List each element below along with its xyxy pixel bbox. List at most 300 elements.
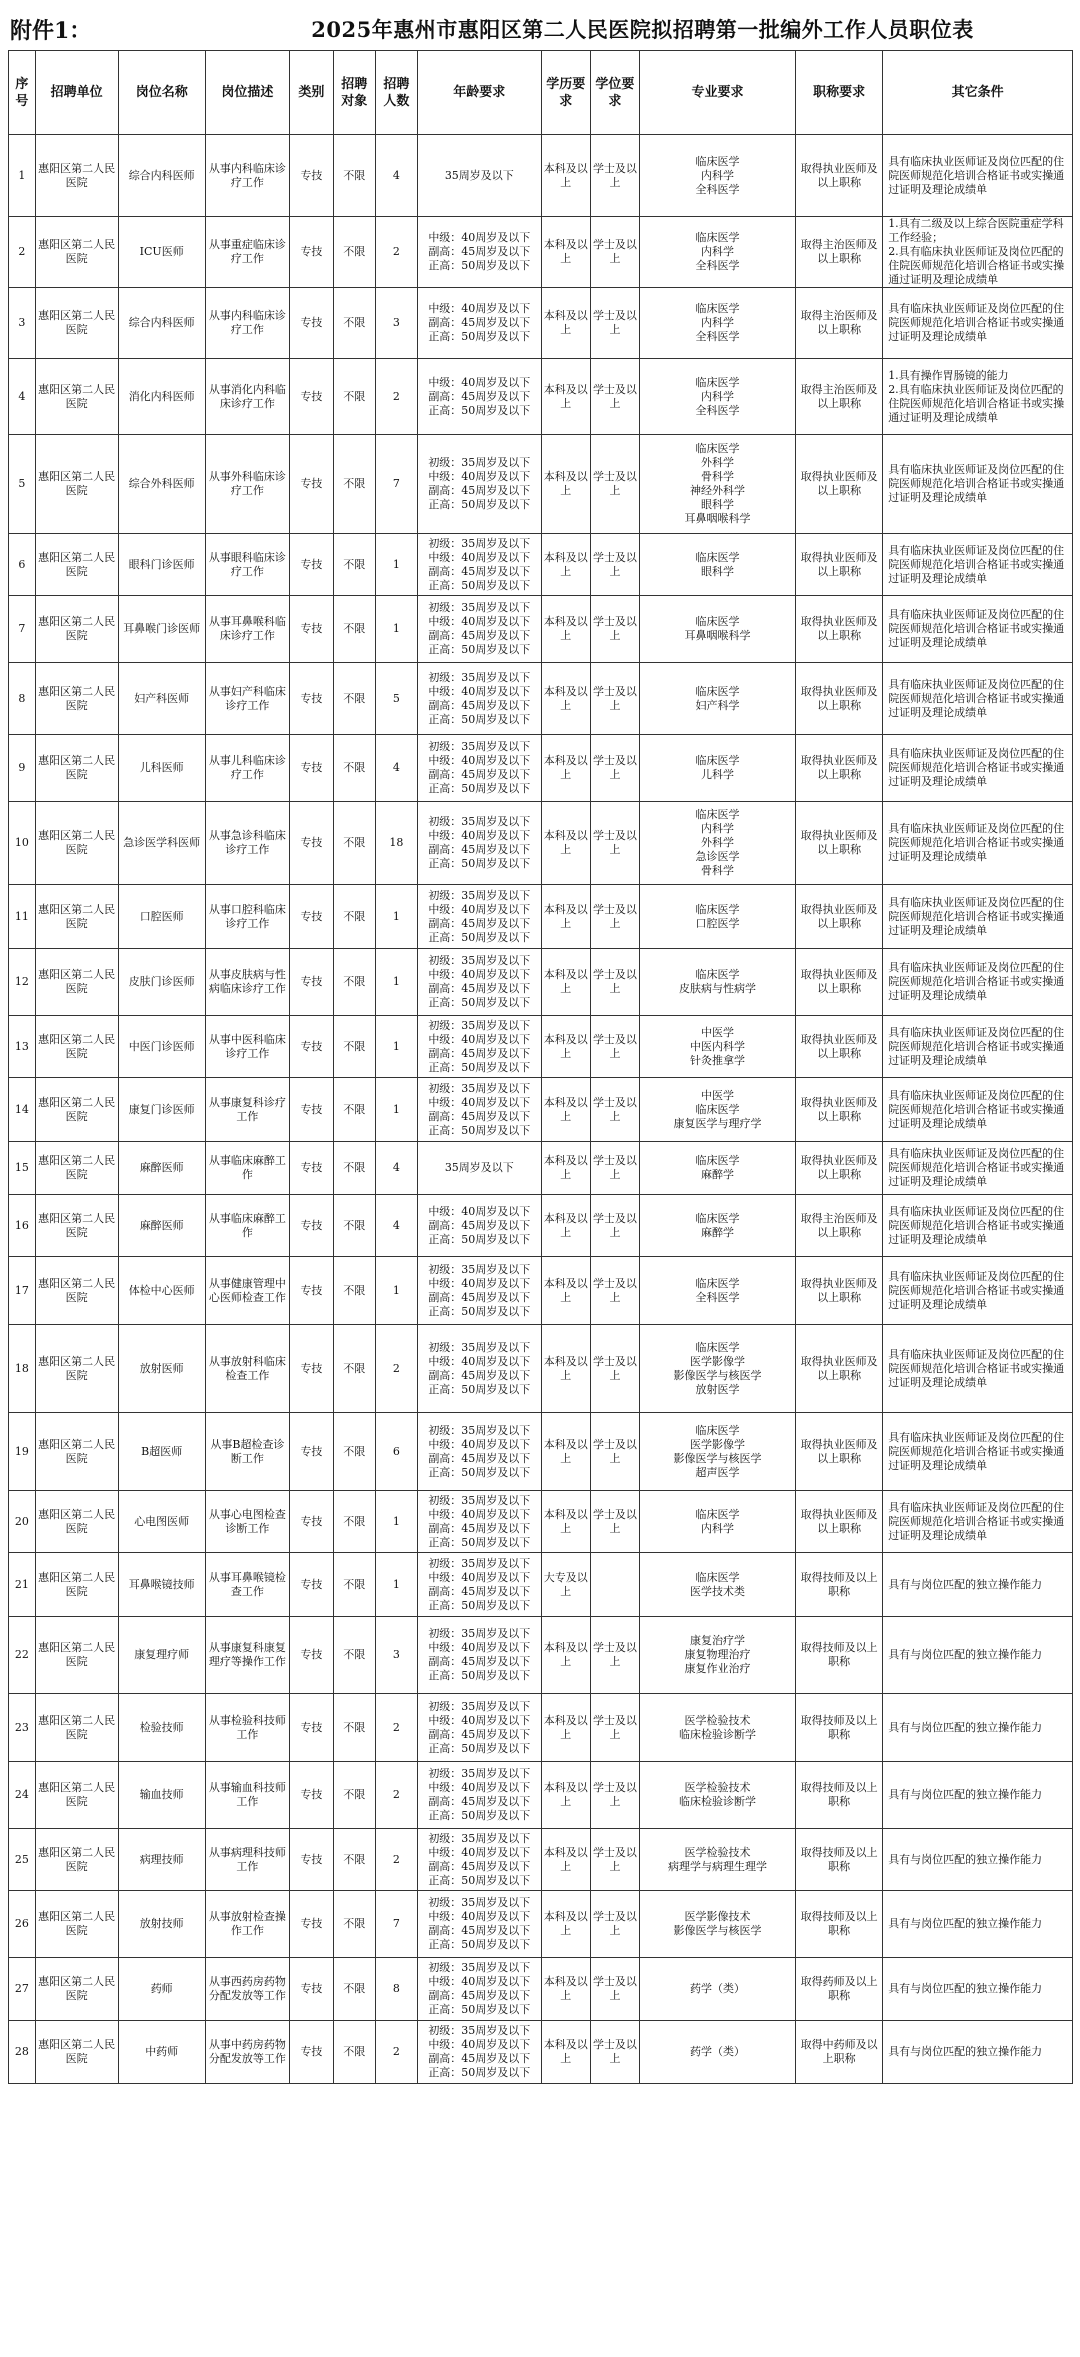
row-title-cell: 取得技师及以上职称 (796, 1829, 883, 1891)
row-desc-cell: 从事病理科技师工作 (205, 1829, 289, 1891)
row-category-cell: 专技 (290, 1553, 334, 1617)
row-unit-cell: 惠阳区第二人民医院 (35, 288, 118, 359)
row-desc-cell: 从事皮肤病与性病临床诊疗工作 (205, 949, 289, 1016)
table-row (9, 1762, 1073, 1829)
row-education-cell: 本科及以上 (541, 735, 590, 802)
row-unit-cell: 惠阳区第二人民医院 (35, 1413, 118, 1491)
row-count-cell: 4 (375, 135, 417, 217)
row-title-cell: 取得主治医师及以上职称 (796, 288, 883, 359)
row-other-cell: 具有与岗位匹配的独立操作能力 (883, 2021, 1073, 2084)
row-major-cell: 临床医学 内科学 全科医学 (640, 217, 796, 288)
row-title-cell: 取得执业医师及以上职称 (796, 596, 883, 663)
row-education-cell: 本科及以上 (541, 885, 590, 949)
row-unit-cell: 惠阳区第二人民医院 (35, 949, 118, 1016)
row-category-cell: 专技 (290, 1142, 334, 1195)
row-no-cell: 21 (9, 1553, 36, 1617)
row-title-cell: 取得执业医师及以上职称 (796, 949, 883, 1016)
row-other-cell: 具有临床执业医师证及岗位匹配的住院医师规范化培训合格证书或实操通过证明及理论成绩单 (883, 1195, 1073, 1257)
header-cell-post: 岗位名称 (118, 51, 205, 135)
row-degree-cell: 学士及以上 (590, 1491, 639, 1553)
row-degree-cell: 学士及以上 (590, 1142, 639, 1195)
row-degree-cell: 学士及以上 (590, 1413, 639, 1491)
row-age-cell: 初级：35周岁及以下 中级：40周岁及以下 副高：45周岁及以下 正高：50周岁及以下 (417, 1553, 541, 1617)
row-desc-cell: 从事放射科临床检查工作 (205, 1325, 289, 1413)
row-major-cell: 临床医学 内科学 全科医学 (640, 359, 796, 435)
row-category-cell: 专技 (290, 1891, 334, 1958)
row-age-cell: 初级：35周岁及以下 中级：40周岁及以下 副高：45周岁及以下 正高：50周岁及以下 (417, 802, 541, 885)
row-no-cell: 18 (9, 1325, 36, 1413)
table-row (9, 949, 1073, 1016)
row-other-cell: 具有临床执业医师证及岗位匹配的住院医师规范化培训合格证书或实操通过证明及理论成绩单 (883, 1257, 1073, 1325)
row-title-cell: 取得执业医师及以上职称 (796, 435, 883, 534)
row-unit-cell: 惠阳区第二人民医院 (35, 1078, 118, 1142)
row-post-cell: 消化内科医师 (118, 359, 205, 435)
row-target-cell: 不限 (333, 1257, 375, 1325)
row-post-cell: 眼科门诊医师 (118, 534, 205, 596)
row-unit-cell: 惠阳区第二人民医院 (35, 885, 118, 949)
row-major-cell: 临床医学 医学技术类 (640, 1553, 796, 1617)
row-age-cell: 初级：35周岁及以下 中级：40周岁及以下 副高：45周岁及以下 正高：50周岁及以下 (417, 1762, 541, 1829)
row-post-cell: 康复理疗师 (118, 1617, 205, 1694)
row-count-cell: 7 (375, 1891, 417, 1958)
row-degree-cell: 学士及以上 (590, 663, 639, 735)
row-title-cell: 取得技师及以上职称 (796, 1553, 883, 1617)
row-other-cell: 具有临床执业医师证及岗位匹配的住院医师规范化培训合格证书或实操通过证明及理论成绩单 (883, 802, 1073, 885)
row-target-cell: 不限 (333, 1325, 375, 1413)
row-no-cell: 1 (9, 135, 36, 217)
row-title-cell: 取得技师及以上职称 (796, 1762, 883, 1829)
row-title-cell: 取得执业医师及以上职称 (796, 1413, 883, 1491)
row-degree-cell: 学士及以上 (590, 1762, 639, 1829)
row-desc-cell: 从事儿科临床诊疗工作 (205, 735, 289, 802)
row-count-cell: 2 (375, 217, 417, 288)
row-degree-cell: 学士及以上 (590, 1617, 639, 1694)
row-category-cell: 专技 (290, 1016, 334, 1078)
row-post-cell: 药师 (118, 1958, 205, 2021)
row-desc-cell: 从事输血科技师工作 (205, 1762, 289, 1829)
row-title-cell: 取得执业医师及以上职称 (796, 135, 883, 217)
row-target-cell: 不限 (333, 1142, 375, 1195)
row-category-cell: 专技 (290, 949, 334, 1016)
row-category-cell: 专技 (290, 359, 334, 435)
position-table (8, 50, 1073, 2084)
row-unit-cell: 惠阳区第二人民医院 (35, 1762, 118, 1829)
row-count-cell: 18 (375, 802, 417, 885)
row-unit-cell: 惠阳区第二人民医院 (35, 1891, 118, 1958)
row-age-cell: 初级：35周岁及以下 中级：40周岁及以下 副高：45周岁及以下 正高：50周岁及以下 (417, 1078, 541, 1142)
row-category-cell: 专技 (290, 1617, 334, 1694)
row-education-cell: 本科及以上 (541, 1491, 590, 1553)
row-title-cell: 取得执业医师及以上职称 (796, 1257, 883, 1325)
row-other-cell: 具有临床执业医师证及岗位匹配的住院医师规范化培训合格证书或实操通过证明及理论成绩单 (883, 534, 1073, 596)
row-education-cell: 本科及以上 (541, 534, 590, 596)
header-cell-other: 其它条件 (883, 51, 1073, 135)
row-target-cell: 不限 (333, 802, 375, 885)
row-no-cell: 15 (9, 1142, 36, 1195)
row-degree-cell: 学士及以上 (590, 1195, 639, 1257)
row-no-cell: 23 (9, 1694, 36, 1762)
row-degree-cell: 学士及以上 (590, 885, 639, 949)
row-age-cell: 初级：35周岁及以下 中级：40周岁及以下 副高：45周岁及以下 正高：50周岁及以下 (417, 1413, 541, 1491)
row-degree-cell (590, 1553, 639, 1617)
row-unit-cell: 惠阳区第二人民医院 (35, 2021, 118, 2084)
row-count-cell: 4 (375, 1195, 417, 1257)
table-row (9, 2021, 1073, 2084)
table-row (9, 1829, 1073, 1891)
row-post-cell: 输血技师 (118, 1762, 205, 1829)
row-post-cell: 心电图医师 (118, 1491, 205, 1553)
row-education-cell: 本科及以上 (541, 1829, 590, 1891)
row-target-cell: 不限 (333, 1829, 375, 1891)
row-other-cell: 1.具有二级及以上综合医院重症学科工作经验； 2.具有临床执业医师证及岗位匹配的住院医师规范化培训合格证书或实操通过证明及理论成绩单 (883, 217, 1073, 288)
row-education-cell: 本科及以上 (541, 663, 590, 735)
row-category-cell: 专技 (290, 885, 334, 949)
row-unit-cell: 惠阳区第二人民医院 (35, 1617, 118, 1694)
table-row (9, 1694, 1073, 1762)
row-unit-cell: 惠阳区第二人民医院 (35, 1958, 118, 2021)
row-education-cell: 本科及以上 (541, 288, 590, 359)
row-post-cell: B超医师 (118, 1413, 205, 1491)
row-education-cell: 本科及以上 (541, 1257, 590, 1325)
row-count-cell: 6 (375, 1413, 417, 1491)
row-desc-cell: 从事消化内科临床诊疗工作 (205, 359, 289, 435)
header-cell-age: 年龄要求 (417, 51, 541, 135)
row-age-cell: 初级：35周岁及以下 中级：40周岁及以下 副高：45周岁及以下 正高：50周岁及以下 (417, 1958, 541, 2021)
table-row (9, 1617, 1073, 1694)
table-row (9, 217, 1073, 288)
table-row (9, 1891, 1073, 1958)
table-row (9, 802, 1073, 885)
row-title-cell: 取得执业医师及以上职称 (796, 1325, 883, 1413)
row-degree-cell: 学士及以上 (590, 949, 639, 1016)
table-row (9, 1413, 1073, 1491)
row-post-cell: 综合内科医师 (118, 135, 205, 217)
row-education-cell: 本科及以上 (541, 802, 590, 885)
row-desc-cell: 从事临床麻醉工作 (205, 1195, 289, 1257)
row-count-cell: 8 (375, 1958, 417, 2021)
row-count-cell: 2 (375, 1325, 417, 1413)
row-other-cell: 具有临床执业医师证及岗位匹配的住院医师规范化培训合格证书或实操通过证明及理论成绩单 (883, 1016, 1073, 1078)
row-desc-cell: 从事检验科技师工作 (205, 1694, 289, 1762)
row-no-cell: 19 (9, 1413, 36, 1491)
row-count-cell: 5 (375, 663, 417, 735)
row-unit-cell: 惠阳区第二人民医院 (35, 1195, 118, 1257)
row-other-cell: 具有临床执业医师证及岗位匹配的住院医师规范化培训合格证书或实操通过证明及理论成绩单 (883, 596, 1073, 663)
row-degree-cell: 学士及以上 (590, 435, 639, 534)
row-unit-cell: 惠阳区第二人民医院 (35, 1016, 118, 1078)
row-degree-cell: 学士及以上 (590, 2021, 639, 2084)
row-degree-cell: 学士及以上 (590, 534, 639, 596)
row-title-cell: 取得执业医师及以上职称 (796, 1491, 883, 1553)
row-other-cell: 具有临床执业医师证及岗位匹配的住院医师规范化培训合格证书或实操通过证明及理论成绩单 (883, 885, 1073, 949)
row-post-cell: 麻醉医师 (118, 1195, 205, 1257)
header-cell-desc: 岗位描述 (205, 51, 289, 135)
row-count-cell: 1 (375, 1257, 417, 1325)
row-target-cell: 不限 (333, 663, 375, 735)
row-major-cell: 医学检验技术 临床检验诊断学 (640, 1694, 796, 1762)
table-row (9, 596, 1073, 663)
table-row (9, 885, 1073, 949)
row-post-cell: 中医门诊医师 (118, 1016, 205, 1078)
table-row (9, 435, 1073, 534)
row-category-cell: 专技 (290, 217, 334, 288)
row-no-cell: 4 (9, 359, 36, 435)
row-no-cell: 17 (9, 1257, 36, 1325)
row-category-cell: 专技 (290, 1694, 334, 1762)
row-count-cell: 4 (375, 1142, 417, 1195)
table-header-row (9, 51, 1073, 135)
row-major-cell: 临床医学 内科学 全科医学 (640, 135, 796, 217)
row-target-cell: 不限 (333, 288, 375, 359)
row-desc-cell: 从事口腔科临床诊疗工作 (205, 885, 289, 949)
row-target-cell: 不限 (333, 217, 375, 288)
row-count-cell: 2 (375, 2021, 417, 2084)
row-age-cell: 初级：35周岁及以下 中级：40周岁及以下 副高：45周岁及以下 正高：50周岁及以下 (417, 1829, 541, 1891)
row-post-cell: ICU医师 (118, 217, 205, 288)
row-degree-cell: 学士及以上 (590, 596, 639, 663)
row-education-cell: 本科及以上 (541, 1078, 590, 1142)
row-post-cell: 放射技师 (118, 1891, 205, 1958)
table-row (9, 1553, 1073, 1617)
row-major-cell: 临床医学 眼科学 (640, 534, 796, 596)
row-degree-cell: 学士及以上 (590, 1016, 639, 1078)
row-age-cell: 35周岁及以下 (417, 135, 541, 217)
row-unit-cell: 惠阳区第二人民医院 (35, 596, 118, 663)
header-cell-title: 职称要求 (796, 51, 883, 135)
row-education-cell: 本科及以上 (541, 435, 590, 534)
row-no-cell: 20 (9, 1491, 36, 1553)
row-major-cell: 临床医学 麻醉学 (640, 1142, 796, 1195)
table-row (9, 288, 1073, 359)
row-degree-cell: 学士及以上 (590, 1694, 639, 1762)
row-education-cell: 本科及以上 (541, 1142, 590, 1195)
row-post-cell: 综合外科医师 (118, 435, 205, 534)
row-title-cell: 取得技师及以上职称 (796, 1617, 883, 1694)
row-desc-cell: 从事妇产科临床诊疗工作 (205, 663, 289, 735)
row-unit-cell: 惠阳区第二人民医院 (35, 1142, 118, 1195)
row-major-cell: 中医学 临床医学 康复医学与理疗学 (640, 1078, 796, 1142)
row-age-cell: 初级：35周岁及以下 中级：40周岁及以下 副高：45周岁及以下 正高：50周岁及以下 (417, 949, 541, 1016)
table-row (9, 1257, 1073, 1325)
row-unit-cell: 惠阳区第二人民医院 (35, 135, 118, 217)
row-category-cell: 专技 (290, 2021, 334, 2084)
row-category-cell: 专技 (290, 1325, 334, 1413)
row-post-cell: 体检中心医师 (118, 1257, 205, 1325)
attachment-label: 附件1： (10, 18, 92, 44)
header-cell-no: 序号 (9, 51, 36, 135)
table-row (9, 1078, 1073, 1142)
row-age-cell: 初级：35周岁及以下 中级：40周岁及以下 副高：45周岁及以下 正高：50周岁及以下 (417, 1694, 541, 1762)
table-row (9, 663, 1073, 735)
row-other-cell: 1.具有操作胃肠镜的能力 2.具有临床执业医师证及岗位匹配的住院医师规范化培训合格证书或实操通过证明及理论成绩单 (883, 359, 1073, 435)
row-desc-cell: 从事健康管理中心医师检查工作 (205, 1257, 289, 1325)
row-age-cell: 初级：35周岁及以下 中级：40周岁及以下 副高：45周岁及以下 正高：50周岁及以下 (417, 596, 541, 663)
row-major-cell: 药学（类） (640, 1958, 796, 2021)
row-count-cell: 1 (375, 534, 417, 596)
row-post-cell: 妇产科医师 (118, 663, 205, 735)
row-other-cell: 具有与岗位匹配的独立操作能力 (883, 1617, 1073, 1694)
row-age-cell: 初级：35周岁及以下 中级：40周岁及以下 副高：45周岁及以下 正高：50周岁及以下 (417, 2021, 541, 2084)
row-unit-cell: 惠阳区第二人民医院 (35, 735, 118, 802)
row-desc-cell: 从事心电图检查诊断工作 (205, 1491, 289, 1553)
row-age-cell: 初级：35周岁及以下 中级：40周岁及以下 副高：45周岁及以下 正高：50周岁及以下 (417, 885, 541, 949)
row-title-cell: 取得执业医师及以上职称 (796, 534, 883, 596)
row-post-cell: 检验技师 (118, 1694, 205, 1762)
row-desc-cell: 从事放射检查操作工作 (205, 1891, 289, 1958)
row-no-cell: 13 (9, 1016, 36, 1078)
row-target-cell: 不限 (333, 1694, 375, 1762)
row-degree-cell: 学士及以上 (590, 802, 639, 885)
row-desc-cell: 从事内科临床诊疗工作 (205, 288, 289, 359)
row-category-cell: 专技 (290, 802, 334, 885)
row-target-cell: 不限 (333, 435, 375, 534)
row-no-cell: 26 (9, 1891, 36, 1958)
row-count-cell: 4 (375, 735, 417, 802)
row-major-cell: 临床医学 耳鼻咽喉科学 (640, 596, 796, 663)
row-major-cell: 中医学 中医内科学 针灸推拿学 (640, 1016, 796, 1078)
table-body (9, 135, 1073, 2084)
table-row (9, 534, 1073, 596)
row-unit-cell: 惠阳区第二人民医院 (35, 1257, 118, 1325)
row-post-cell: 耳鼻喉门诊医师 (118, 596, 205, 663)
row-other-cell: 具有临床执业医师证及岗位匹配的住院医师规范化培训合格证书或实操通过证明及理论成绩单 (883, 135, 1073, 217)
row-target-cell: 不限 (333, 596, 375, 663)
row-no-cell: 7 (9, 596, 36, 663)
row-post-cell: 皮肤门诊医师 (118, 949, 205, 1016)
row-education-cell: 本科及以上 (541, 1325, 590, 1413)
row-desc-cell: 从事耳鼻喉镜检查工作 (205, 1553, 289, 1617)
row-no-cell: 3 (9, 288, 36, 359)
row-other-cell: 具有临床执业医师证及岗位匹配的住院医师规范化培训合格证书或实操通过证明及理论成绩单 (883, 1142, 1073, 1195)
row-other-cell: 具有与岗位匹配的独立操作能力 (883, 1762, 1073, 1829)
row-other-cell: 具有与岗位匹配的独立操作能力 (883, 1829, 1073, 1891)
row-education-cell: 本科及以上 (541, 1694, 590, 1762)
row-age-cell: 初级：35周岁及以下 中级：40周岁及以下 副高：45周岁及以下 正高：50周岁及以下 (417, 1891, 541, 1958)
row-age-cell: 初级：35周岁及以下 中级：40周岁及以下 副高：45周岁及以下 正高：50周岁及以下 (417, 735, 541, 802)
row-title-cell: 取得主治医师及以上职称 (796, 359, 883, 435)
row-age-cell: 初级：35周岁及以下 中级：40周岁及以下 副高：45周岁及以下 正高：50周岁及以下 (417, 1491, 541, 1553)
row-desc-cell: 从事中医科临床诊疗工作 (205, 1016, 289, 1078)
row-post-cell: 综合内科医师 (118, 288, 205, 359)
row-title-cell: 取得执业医师及以上职称 (796, 1078, 883, 1142)
row-title-cell: 取得执业医师及以上职称 (796, 885, 883, 949)
row-other-cell: 具有临床执业医师证及岗位匹配的住院医师规范化培训合格证书或实操通过证明及理论成绩单 (883, 288, 1073, 359)
row-post-cell: 放射医师 (118, 1325, 205, 1413)
row-major-cell: 康复治疗学 康复物理治疗 康复作业治疗 (640, 1617, 796, 1694)
row-target-cell: 不限 (333, 1491, 375, 1553)
row-target-cell: 不限 (333, 885, 375, 949)
row-unit-cell: 惠阳区第二人民医院 (35, 663, 118, 735)
row-education-cell: 大专及以上 (541, 1553, 590, 1617)
row-target-cell: 不限 (333, 534, 375, 596)
row-target-cell: 不限 (333, 359, 375, 435)
row-age-cell: 初级：35周岁及以下 中级：40周岁及以下 副高：45周岁及以下 正高：50周岁及以下 (417, 435, 541, 534)
row-target-cell: 不限 (333, 949, 375, 1016)
row-title-cell: 取得中药师及以上职称 (796, 2021, 883, 2084)
row-age-cell: 中级：40周岁及以下 副高：45周岁及以下 正高：50周岁及以下 (417, 359, 541, 435)
row-unit-cell: 惠阳区第二人民医院 (35, 1829, 118, 1891)
row-no-cell: 11 (9, 885, 36, 949)
row-category-cell: 专技 (290, 1829, 334, 1891)
row-education-cell: 本科及以上 (541, 596, 590, 663)
row-no-cell: 12 (9, 949, 36, 1016)
row-title-cell: 取得执业医师及以上职称 (796, 1016, 883, 1078)
row-age-cell: 中级：40周岁及以下 副高：45周岁及以下 正高：50周岁及以下 (417, 288, 541, 359)
row-category-cell: 专技 (290, 1195, 334, 1257)
row-title-cell: 取得技师及以上职称 (796, 1694, 883, 1762)
row-title-cell: 取得执业医师及以上职称 (796, 735, 883, 802)
row-no-cell: 27 (9, 1958, 36, 2021)
row-major-cell: 临床医学 内科学 (640, 1491, 796, 1553)
row-desc-cell: 从事临床麻醉工作 (205, 1142, 289, 1195)
row-title-cell: 取得药师及以上职称 (796, 1958, 883, 2021)
row-category-cell: 专技 (290, 534, 334, 596)
row-education-cell: 本科及以上 (541, 949, 590, 1016)
row-major-cell: 临床医学 口腔医学 (640, 885, 796, 949)
row-other-cell: 具有临床执业医师证及岗位匹配的住院医师规范化培训合格证书或实操通过证明及理论成绩单 (883, 1413, 1073, 1491)
row-post-cell: 康复门诊医师 (118, 1078, 205, 1142)
row-age-cell: 初级：35周岁及以下 中级：40周岁及以下 副高：45周岁及以下 正高：50周岁及以下 (417, 534, 541, 596)
row-category-cell: 专技 (290, 1413, 334, 1491)
row-category-cell: 专技 (290, 735, 334, 802)
header-cell-category: 类别 (290, 51, 334, 135)
row-education-cell: 本科及以上 (541, 1891, 590, 1958)
row-age-cell: 中级：40周岁及以下 副高：45周岁及以下 正高：50周岁及以下 (417, 217, 541, 288)
row-other-cell: 具有与岗位匹配的独立操作能力 (883, 1891, 1073, 1958)
row-post-cell: 病理技师 (118, 1829, 205, 1891)
row-target-cell: 不限 (333, 1078, 375, 1142)
row-title-cell: 取得执业医师及以上职称 (796, 802, 883, 885)
row-major-cell: 临床医学 内科学 全科医学 (640, 288, 796, 359)
row-count-cell: 2 (375, 1829, 417, 1891)
row-desc-cell: 从事急诊科临床诊疗工作 (205, 802, 289, 885)
row-count-cell: 3 (375, 1617, 417, 1694)
row-unit-cell: 惠阳区第二人民医院 (35, 534, 118, 596)
row-education-cell: 本科及以上 (541, 1016, 590, 1078)
row-other-cell: 具有临床执业医师证及岗位匹配的住院医师规范化培训合格证书或实操通过证明及理论成绩单 (883, 1491, 1073, 1553)
header-cell-education: 学历要求 (541, 51, 590, 135)
row-count-cell: 7 (375, 435, 417, 534)
row-other-cell: 具有与岗位匹配的独立操作能力 (883, 1694, 1073, 1762)
row-no-cell: 9 (9, 735, 36, 802)
row-desc-cell: 从事康复科康复理疗等操作工作 (205, 1617, 289, 1694)
row-degree-cell: 学士及以上 (590, 135, 639, 217)
row-age-cell: 初级：35周岁及以下 中级：40周岁及以下 副高：45周岁及以下 正高：50周岁及以下 (417, 1325, 541, 1413)
row-count-cell: 1 (375, 885, 417, 949)
row-title-cell: 取得主治医师及以上职称 (796, 1195, 883, 1257)
row-major-cell: 临床医学 皮肤病与性病学 (640, 949, 796, 1016)
row-category-cell: 专技 (290, 1762, 334, 1829)
row-no-cell: 22 (9, 1617, 36, 1694)
row-count-cell: 1 (375, 949, 417, 1016)
document-title: 2025年惠州市惠阳区第二人民医院拟招聘第一批编外工作人员职位表 (311, 17, 974, 42)
row-degree-cell: 学士及以上 (590, 1325, 639, 1413)
row-other-cell: 具有临床执业医师证及岗位匹配的住院医师规范化培训合格证书或实操通过证明及理论成绩单 (883, 663, 1073, 735)
row-category-cell: 专技 (290, 1078, 334, 1142)
row-no-cell: 6 (9, 534, 36, 596)
row-count-cell: 2 (375, 1762, 417, 1829)
row-category-cell: 专技 (290, 663, 334, 735)
row-title-cell: 取得主治医师及以上职称 (796, 217, 883, 288)
row-target-cell: 不限 (333, 1016, 375, 1078)
row-post-cell: 儿科医师 (118, 735, 205, 802)
row-target-cell: 不限 (333, 2021, 375, 2084)
row-degree-cell: 学士及以上 (590, 217, 639, 288)
row-target-cell: 不限 (333, 135, 375, 217)
row-desc-cell: 从事外科临床诊疗工作 (205, 435, 289, 534)
row-other-cell: 具有与岗位匹配的独立操作能力 (883, 1553, 1073, 1617)
header-cell-count: 招聘人数 (375, 51, 417, 135)
